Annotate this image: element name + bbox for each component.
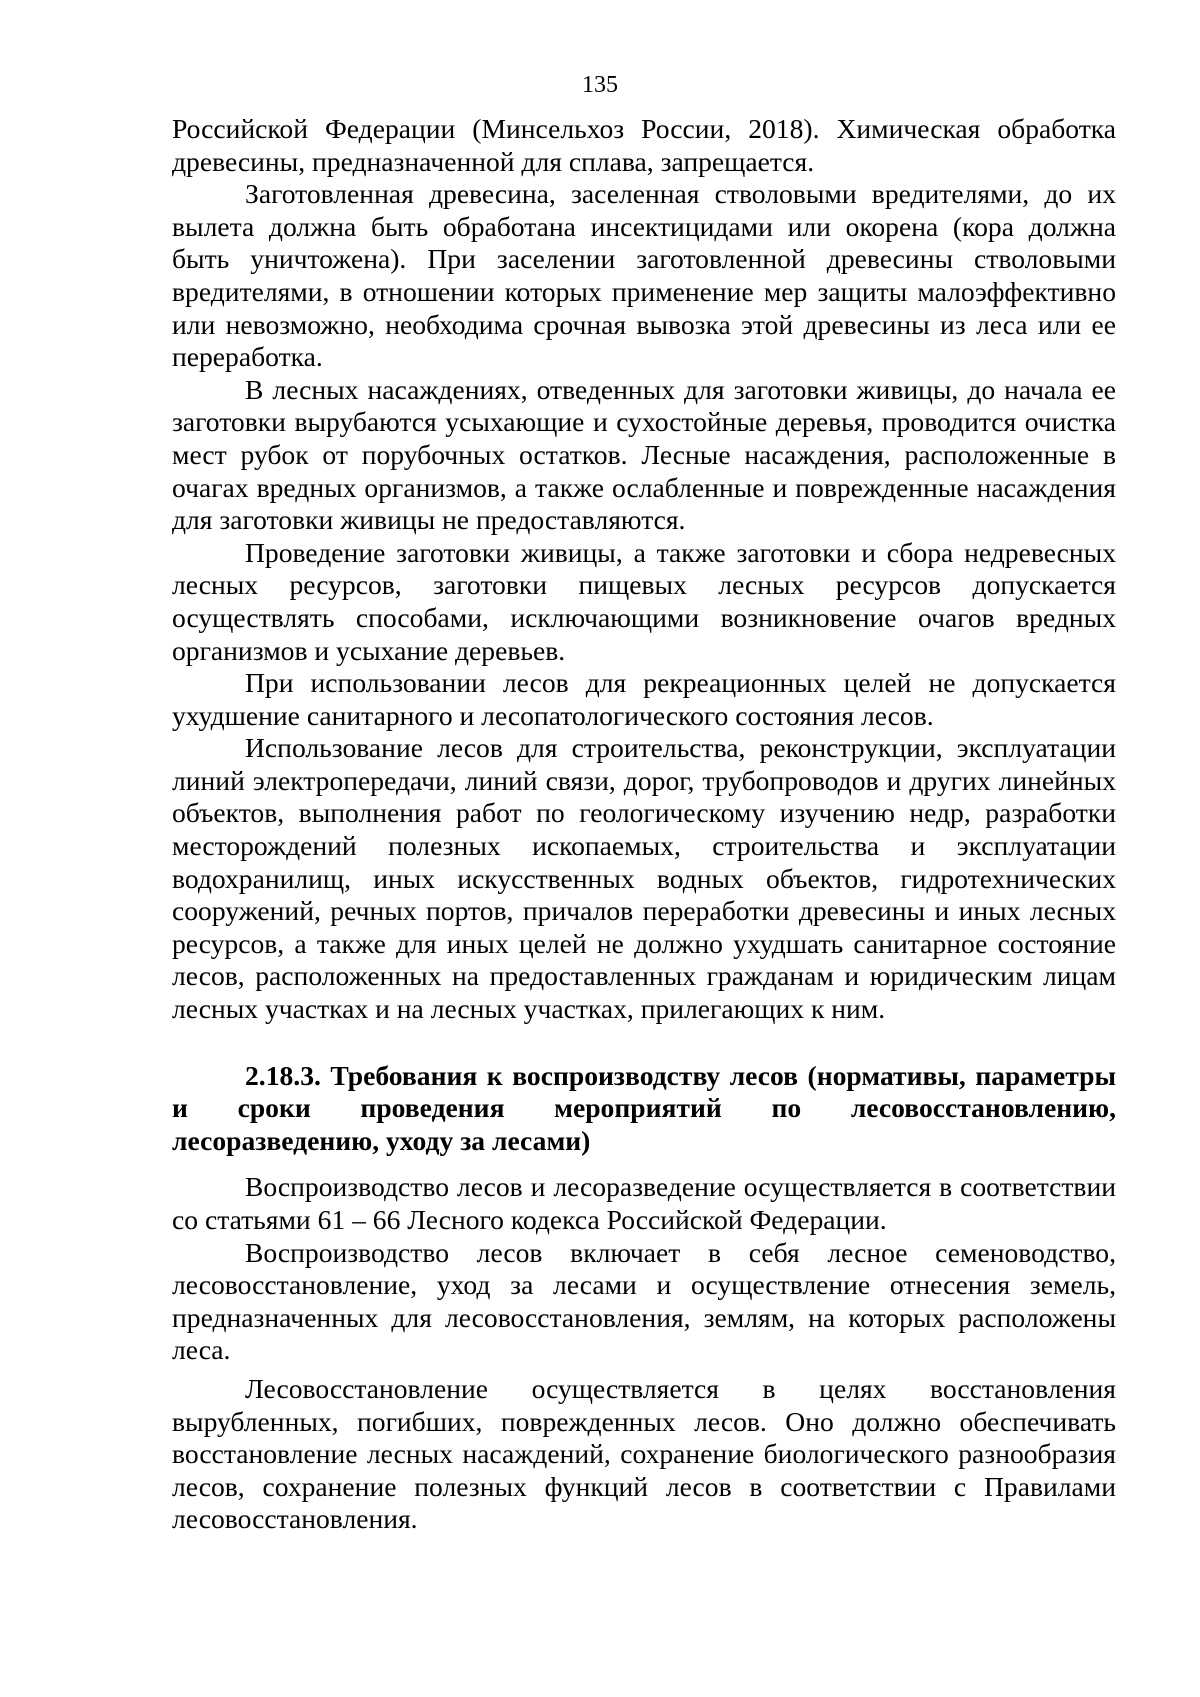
page-number: 135 — [582, 72, 618, 98]
paragraph-non-timber-resources: Проведение заготовки живицы, а также заготовки и сбора недревесных лесных ресурсов, заготовки пищевых лесных ресурсов допускается осуществлять способами, исключающими возникновение очагов вредных организмов и усыхание деревьев. — [172, 536, 1116, 666]
document-body — [172, 113, 1116, 1536]
paragraph-continuation: Российской Федерации (Минсельхоз России, 2018). Химическая обработка древесины, предназначенной для сплава, запрещается. — [172, 113, 1116, 177]
paragraph-reproduction-includes: Воспроизводство лесов включает в себя лесное семеноводство, лесовосстановление, уход за лесами и осуществление отнесения земель, предназначенных для лесовосстановления, землям, на которых расположены леса. — [172, 1236, 1116, 1366]
paragraph-pest-treatment: Заготовленная древесина, заселенная стволовыми вредителями, до их вылета должна быть обработана инсектицидами или окорена (кора должна быть уничтожена). При заселении заготовленной древесины стволовыми вредителями, в отношении которых применение мер защиты малоэффективно или невозможно, необходима срочная вывозка этой древесины из леса или ее переработка. — [172, 178, 1116, 373]
paragraph-recreation: При использовании лесов для рекреационных целей не допускается ухудшение санитарного и лесопатологического состояния лесов. — [172, 667, 1116, 731]
paragraph-reforestation: Лесовосстановление осуществляется в целях восстановления вырубленных, погибших, поврежденных лесов. Оно должно обеспечивать восстановление лесных насаждений, сохранение биологического разнообразия лесов, сохранение полезных функций лесов в соответствии с Правилами лесовосстановления. — [172, 1372, 1116, 1535]
section-heading: 2.18.3. Требования к воспроизводству лесов (нормативы, параметры и сроки проведения мероприятий по лесовосстановлению, лесоразведению, уходу за лесами) — [172, 1059, 1116, 1156]
paragraph-resin-harvest-areas: В лесных насаждениях, отведенных для заготовки живицы, до начала ее заготовки вырубаются усыхающие и сухостойные деревья, проводится очистка мест рубок от порубочных остатков. Лесные насаждения, расположенные в очагах вредных организмов, а также ослабленные и поврежденные насаждения для заготовки живицы не предоставляются. — [172, 373, 1116, 536]
paragraph-construction-use: Использование лесов для строительства, реконструкции, эксплуатации линий электропередачи, линий связи, дорог, трубопроводов и других линейных объектов, выполнения работ по геологическому изучению недр, разработки месторождений полезных ископаемых, строительства и эксплуатации водохранилищ, иных искусственных водных объектов, гидротехнических сооружений, речных портов, причалов переработки древесины и иных лесных ресурсов, а также для иных целей не должно ухудшать санитарное состояние лесов, расположенных на предоставленных гражданам и юридическим лицам лесных участках и на лесных участках, прилегающих к ним. — [172, 732, 1116, 1025]
paragraph-reproduction-basis: Воспроизводство лесов и лесоразведение осуществляется в соответствии со статьями 61 – 66 Лесного кодекса Российской Федерации. — [172, 1171, 1116, 1235]
